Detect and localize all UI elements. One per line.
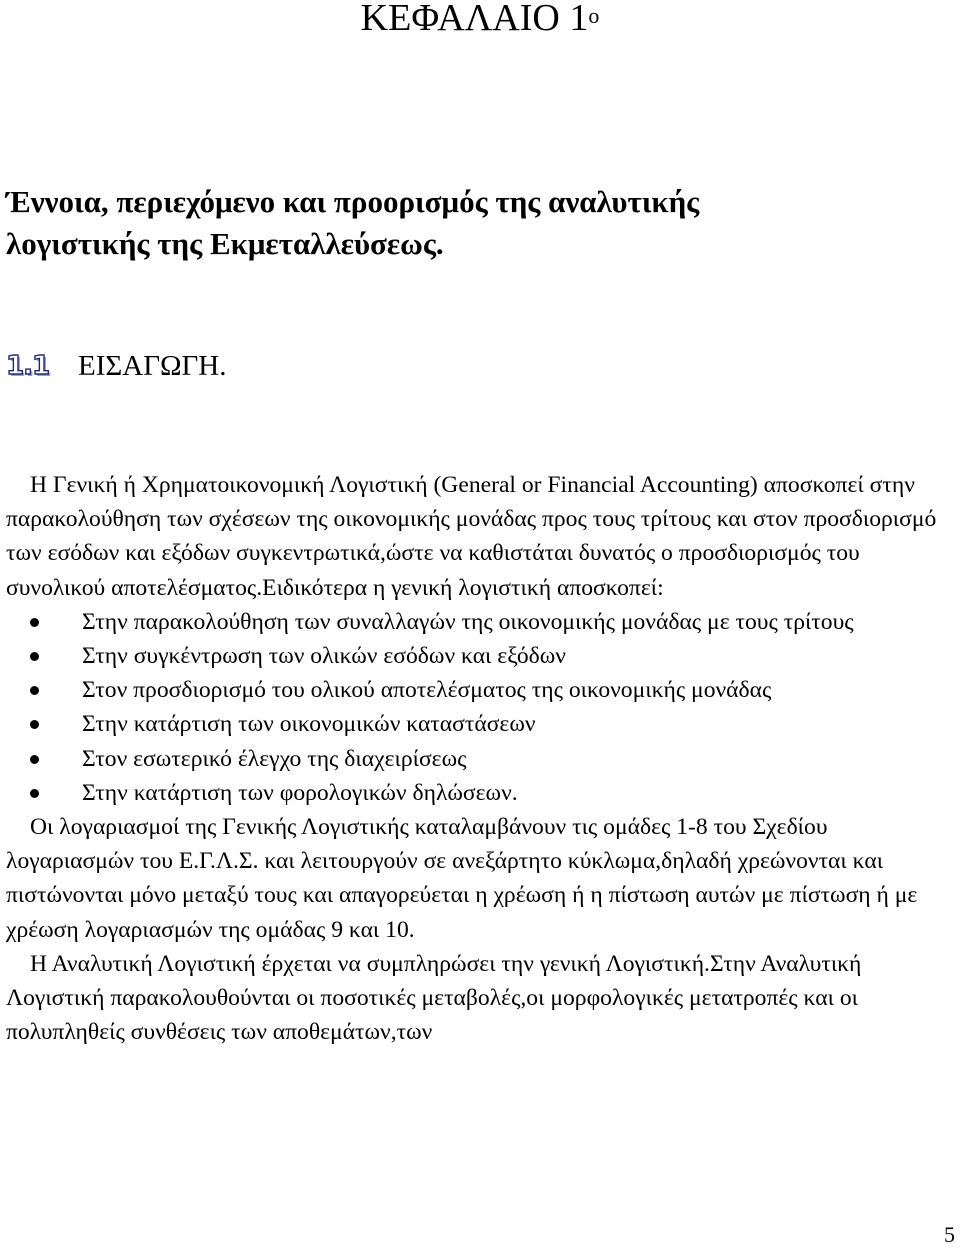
list-item	[6, 605, 956, 639]
paragraph-cost-accounting: Η Αναλυτική Λογιστική έρχεται να συμπληρώσει την γενική Λογιστική.Στην Αναλυτική Λογιστική παρακολουθούνται οι ποσοτικές μεταβολές,οι μορφολογικές μετατροπές και οι πολυπληθείς συνθέσεις των αποθεμάτων,των	[6, 950, 862, 1046]
list-item	[6, 707, 956, 741]
bullet-icon	[30, 789, 39, 798]
list-item	[6, 742, 956, 776]
body-text	[6, 468, 956, 1049]
chapter-title-superscript: ο	[588, 3, 600, 28]
bullet-icon	[30, 618, 39, 627]
section-heading	[6, 181, 906, 265]
list-item-text: Στην συγκέντρωση των ολικών εσόδων και εξόδων	[82, 643, 566, 670]
chapter-title-text: ΚΕΦΑΛΑΙΟ 1	[360, 0, 589, 39]
list-item-text: Στην κατάρτιση των φορολογικών δηλώσεων.	[82, 779, 518, 806]
list-item	[6, 673, 956, 707]
bullet-icon	[30, 755, 39, 764]
bullet-icon	[30, 720, 39, 729]
chapter-title	[0, 0, 960, 40]
paragraph-general-accounting-main: Η Γενική ή Χρηματοικονομική Λογιστική (General or Financial Accounting) αποσκοπεί στην παρακολούθηση των σχέσεων της οικονομικής μονάδας προς τους τρίτους και στον προσδιορισμό των εσόδων και εξόδων συγκεντρωτικά,ώστε να καθιστάται δυνατός ο προσδιορισμός του συνολικού αποτελέσματος.	[6, 472, 937, 601]
objectives-list	[6, 605, 956, 810]
paragraph-general-accounting	[6, 468, 956, 605]
list-item-text: Στην κατάρτιση των οικονομικών καταστάσεων	[82, 711, 536, 738]
list-item	[6, 776, 956, 810]
section-heading-line-2: λογιστικής της Εκμεταλλεύσεως.	[6, 226, 444, 261]
section-heading-line-1: Έννοια, περιεχόμενο και προορισμός της αναλυτικής	[6, 184, 700, 219]
list-item-text: Στον εσωτερικό έλεγχο της διαχειρίσεως	[82, 745, 467, 772]
subsection-heading	[6, 346, 226, 386]
bullet-icon	[30, 652, 39, 661]
paragraph-general-accounting-tail: Ειδικότερα η γενική λογιστική αποσκοπεί:	[262, 574, 664, 601]
list-item-text: Στον προσδιορισμό του ολικού αποτελέσματος της οικονομικής μονάδας	[82, 677, 772, 704]
subsection-number: 1.1	[6, 351, 50, 381]
subsection-title: ΕΙΣΑΓΩΓΗ.	[78, 350, 227, 382]
page-number: 5	[944, 1222, 955, 1247]
paragraph-accounts-groups: Οι λογαριασμοί της Γενικής Λογιστικής καταλαμβάνουν τις ομάδες 1-8 του Σχεδίου λογαριασμών του Ε.Γ.Λ.Σ. και λειτουργούν σε ανεξάρτητο κύκλωμα,δηλαδή χρεώνονται και πιστώνονται μόνο μεταξύ τους και απαγορεύεται η χρέωση ή η πίστωση αυτών με πίστωση ή με χρέωση λογαριασμών της ομάδας 9 και 10.	[6, 814, 918, 943]
bullet-icon	[30, 686, 39, 695]
list-item	[6, 639, 956, 673]
list-item-text: Στην παρακολούθηση των συναλλαγών της οικονομικής μονάδας με τους τρίτους	[82, 608, 854, 635]
